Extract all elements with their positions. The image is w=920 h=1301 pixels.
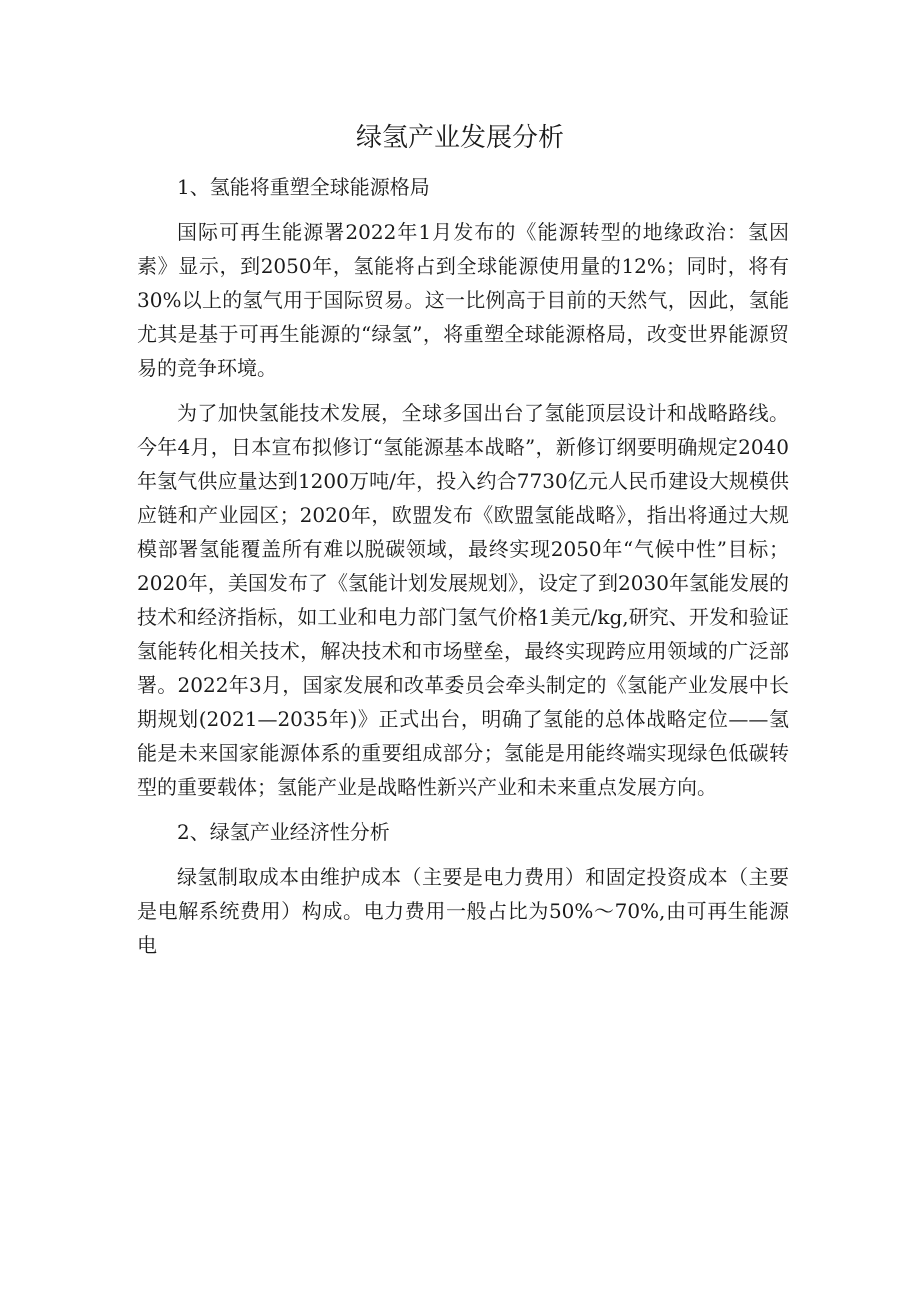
document-body <box>137 170 789 973</box>
paragraph-national-strategies: 为了加快氢能技术发展，全球多国出台了氢能顶层设计和战略路线。今年4月，日本宣布拟修订“氢能源基本战略”，新修订纲要明确规定2040年氢气供应量达到1200万吨/年，投入约合7730亿元人民币建设大规模供应链和产业园区；2020年，欧盟发布《欧盟氢能战略》，指出将通过大规模部署氢能覆盖所有难以脱碳领域，最终实现2050年“气候中性”目标；2020年，美国发布了《氢能计划发展规划》，设定了到2030年氢能发展的技术和经济指标，如工业和电力部门氢气价格1美元/kg,研究、开发和验证氢能转化相关技术，解决技术和市场壁垒，最终实现跨应用领域的广泛部署。2022年3月，国家发展和改革委员会牵头制定的《氢能产业发展中长期规划(2021—2035年)》正式出台，明确了氢能的总体战略定位——氢能是未来国家能源体系的重要组成部分；氢能是用能终端实现绿色低碳转型的重要载体；氢能产业是战略性新兴产业和未来重点发展方向。 <box>137 401 789 799</box>
section-heading-1: 1、氢能将重塑全球能源格局 <box>177 175 430 199</box>
section-heading-2: 2、绿氢产业经济性分析 <box>177 820 390 844</box>
paragraph-green-hydrogen-cost: 绿氢制取成本由维护成本（主要是电力费用）和固定投资成本（主要是电解系统费用）构成。电力费用一般占比为50%～70%,由可再生能源电 <box>137 865 789 957</box>
paragraph-hydrogen-reshape: 国际可再生能源署2022年1月发布的《能源转型的地缘政治：氢因素》显示，到2050年，氢能将占到全球能源使用量的12%；同时，将有30%以上的氢气用于国际贸易。这一比例高于目前的天然气，因此，氢能尤其是基于可再生能源的“绿氢”，将重塑全球能源格局，改变世界能源贸易的竞争环境。 <box>137 220 789 380</box>
document-title: 绿氢产业发展分析 <box>355 123 564 153</box>
